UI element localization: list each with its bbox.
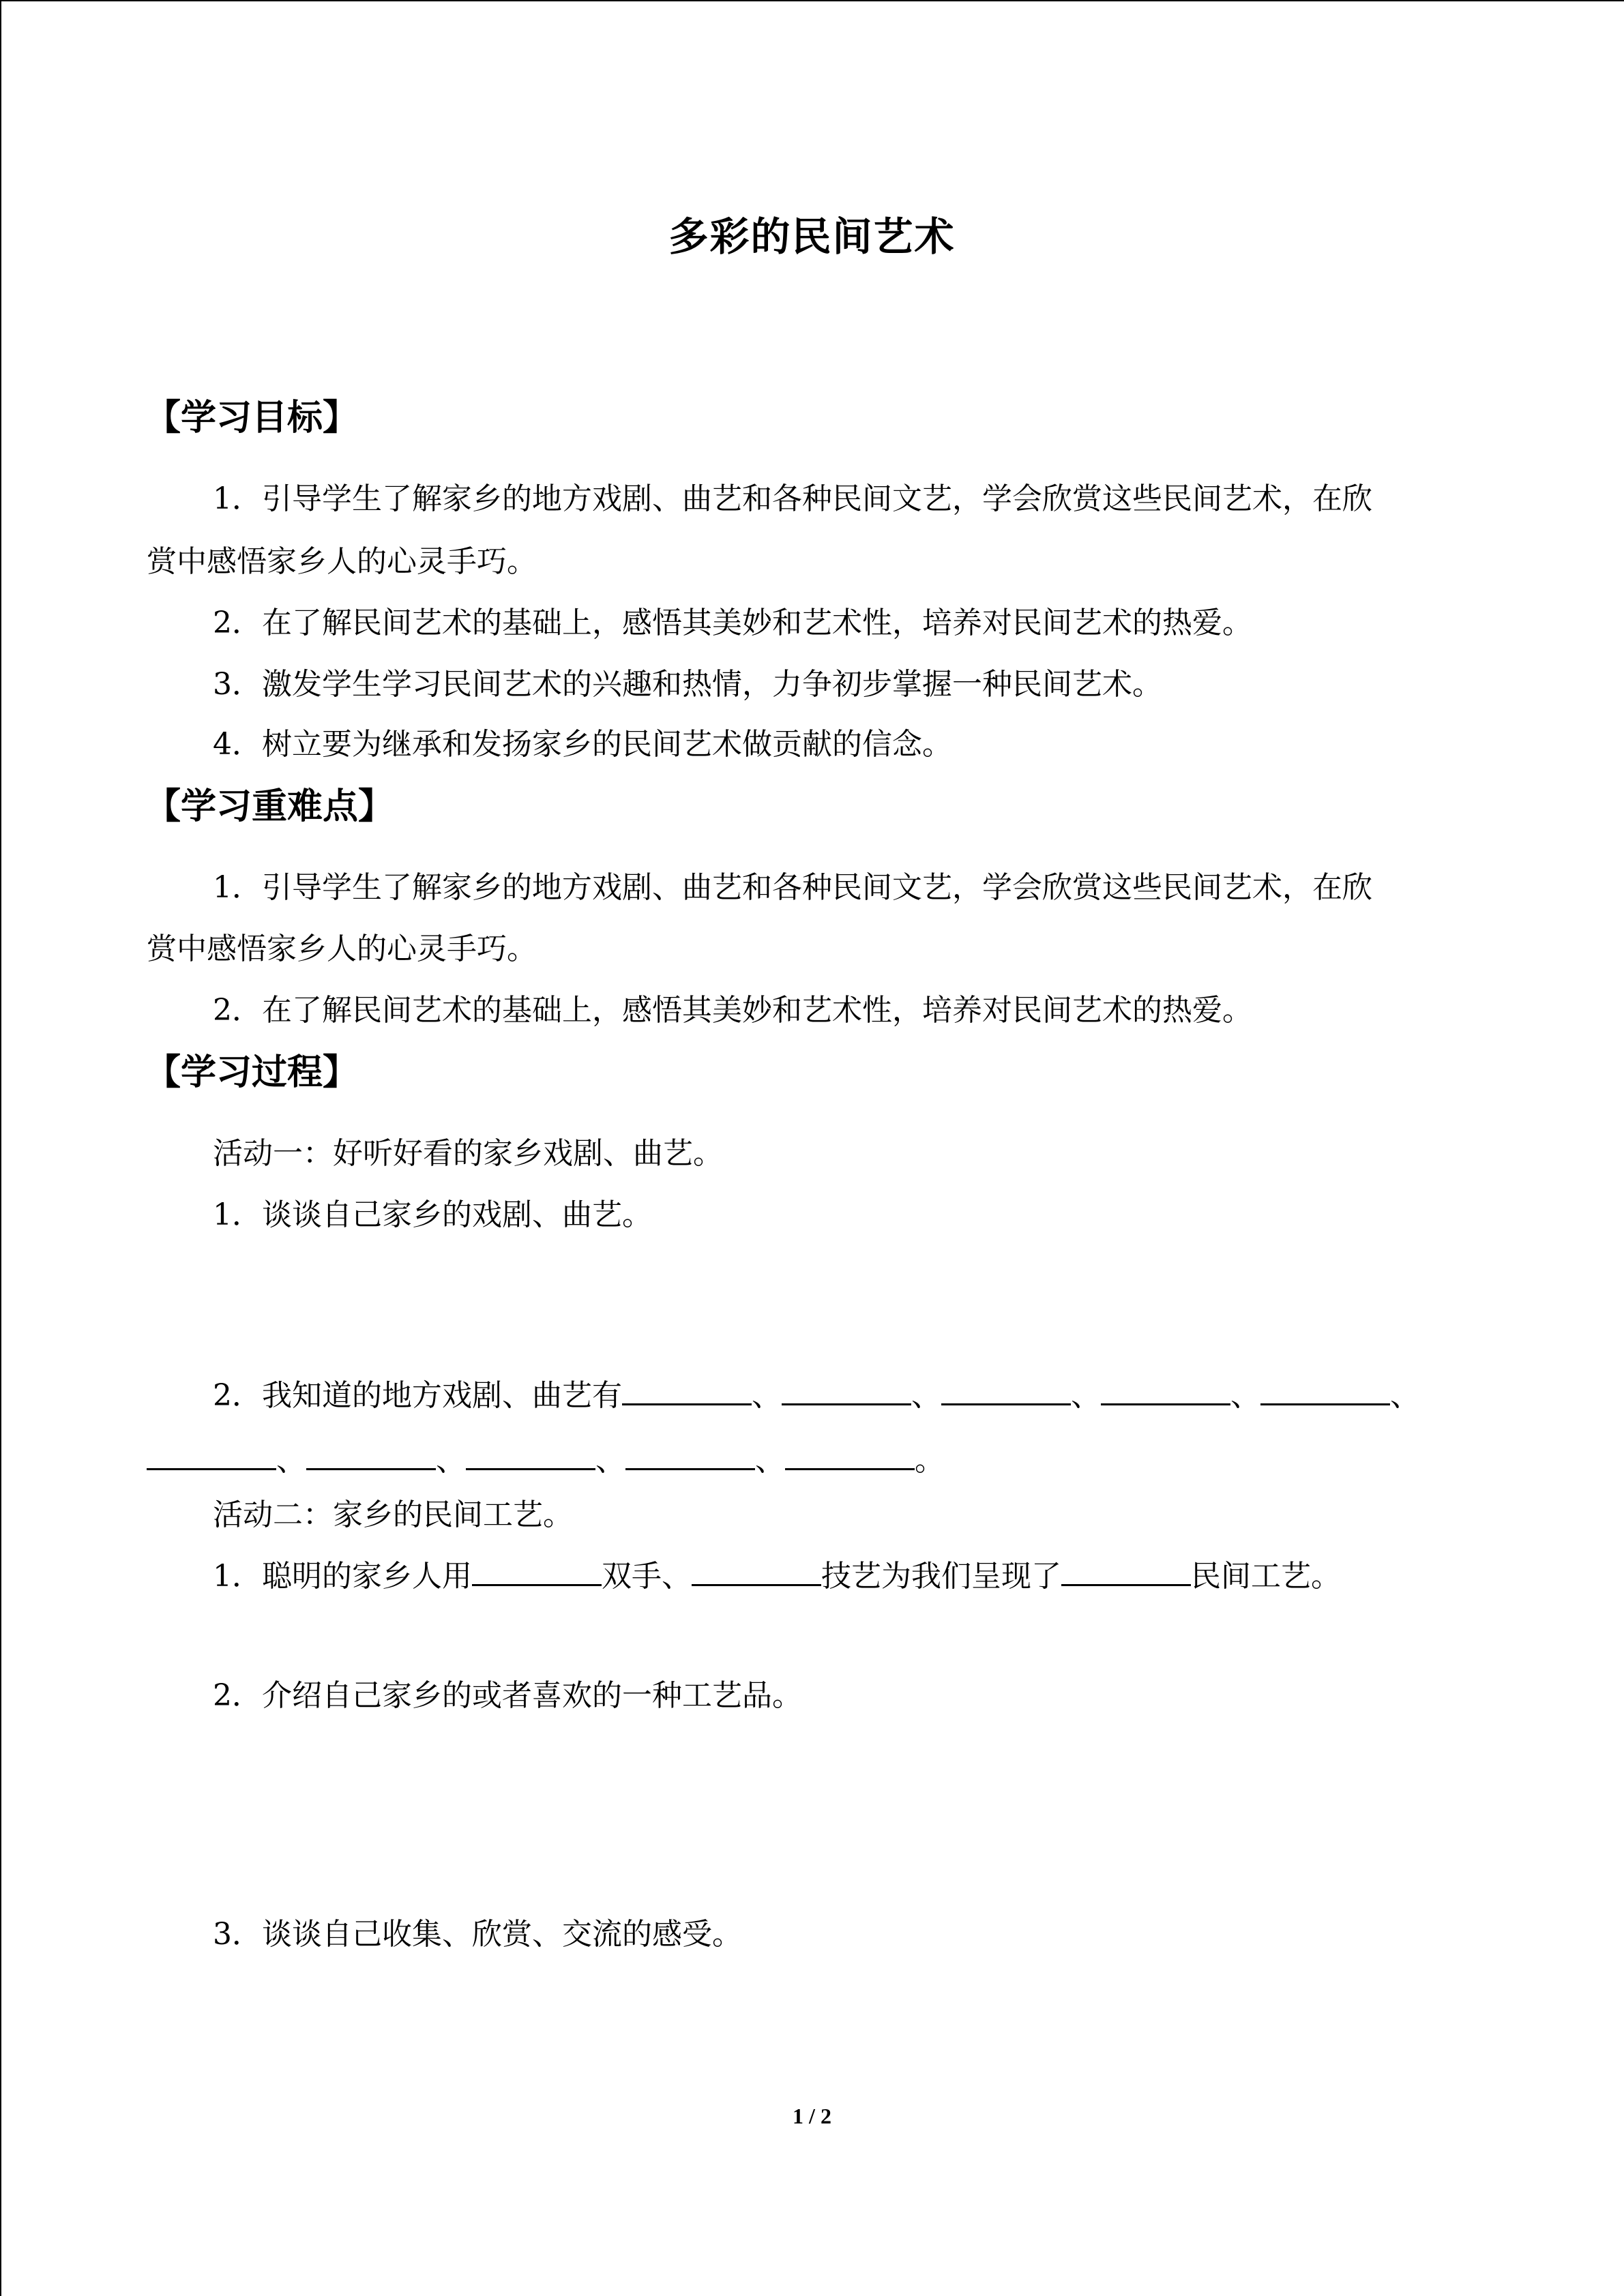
separator: 、 — [1230, 1378, 1260, 1413]
activity-1-question-2 — [213, 1371, 1420, 1414]
question-text: 民间工艺。 — [1191, 1559, 1341, 1594]
objective-1-line1: 1．引导学生了解家乡的地方戏剧、曲艺和各种民间文艺，学会欣赏这些民间艺术，在欣 — [213, 481, 1372, 516]
activity-1-question-2-continued — [147, 1435, 945, 1479]
section-heading-process: 【学习过程】 — [145, 1052, 359, 1093]
answer-blank[interactable] — [941, 1375, 1071, 1405]
answer-blank[interactable] — [782, 1375, 911, 1405]
separator: 、 — [755, 1443, 785, 1478]
answer-blank[interactable] — [625, 1440, 755, 1470]
activity-1-title: 活动一：好听好看的家乡戏剧、曲艺。 — [213, 1136, 723, 1171]
separator: 、 — [1390, 1378, 1420, 1413]
key-point-1-line2: 赏中感悟家乡人的心灵手巧。 — [147, 931, 537, 966]
section-heading-objectives: 【学习目标】 — [145, 398, 359, 438]
objective-2: 2．在了解民间艺术的基础上，感悟其美妙和艺术性，培养对民间艺术的热爱。 — [213, 606, 1252, 640]
period: 。 — [915, 1443, 945, 1478]
answer-blank[interactable] — [785, 1440, 915, 1470]
answer-blank[interactable] — [692, 1555, 821, 1586]
page-number: 1 / 2 — [793, 2104, 831, 2128]
separator: 、 — [276, 1443, 306, 1478]
answer-blank[interactable] — [1101, 1375, 1230, 1405]
question-text: 双手、 — [602, 1559, 692, 1594]
objective-3: 3．激发学生学习民间艺术的兴趣和热情，力争初步掌握一种民间艺术。 — [213, 667, 1162, 702]
activity-2-question-3: 3．谈谈自己收集、欣赏、交流的感受。 — [213, 1917, 742, 1952]
activity-1-question-1: 1．谈谈自己家乡的戏剧、曲艺。 — [213, 1197, 652, 1232]
answer-blank[interactable] — [1260, 1375, 1390, 1405]
separator: 、 — [1071, 1378, 1101, 1413]
section-heading-key-points: 【学习重难点】 — [145, 786, 394, 827]
question-text: 2．我知道的地方戏剧、曲艺有 — [213, 1378, 622, 1413]
objective-1-line2: 赏中感悟家乡人的心灵手巧。 — [147, 544, 537, 579]
answer-blank[interactable] — [147, 1440, 276, 1470]
separator: 、 — [436, 1443, 466, 1478]
question-text: 技艺为我们呈现了 — [821, 1559, 1061, 1594]
key-point-2: 2．在了解民间艺术的基础上，感悟其美妙和艺术性，培养对民间艺术的热爱。 — [213, 993, 1252, 1028]
separator: 、 — [595, 1443, 625, 1478]
separator: 、 — [752, 1378, 782, 1413]
activity-2-question-2: 2．介绍自己家乡的或者喜欢的一种工艺品。 — [213, 1678, 802, 1713]
answer-blank[interactable] — [472, 1555, 602, 1586]
answer-blank[interactable] — [466, 1440, 595, 1470]
question-text: 1．聪明的家乡人用 — [213, 1559, 472, 1594]
separator: 、 — [911, 1378, 941, 1413]
key-point-1-line1: 1．引导学生了解家乡的地方戏剧、曲艺和各种民间文艺，学会欣赏这些民间艺术，在欣 — [213, 870, 1372, 905]
answer-blank[interactable] — [622, 1375, 752, 1405]
objective-4: 4．树立要为继承和发扬家乡的民间艺术做贡献的信念。 — [213, 727, 952, 762]
activity-2-question-1 — [213, 1551, 1341, 1595]
page-title: 多彩的民间艺术 — [668, 213, 956, 260]
answer-blank[interactable] — [306, 1440, 436, 1470]
answer-blank[interactable] — [1061, 1555, 1191, 1586]
activity-2-title: 活动二：家乡的民间工艺。 — [213, 1497, 573, 1532]
